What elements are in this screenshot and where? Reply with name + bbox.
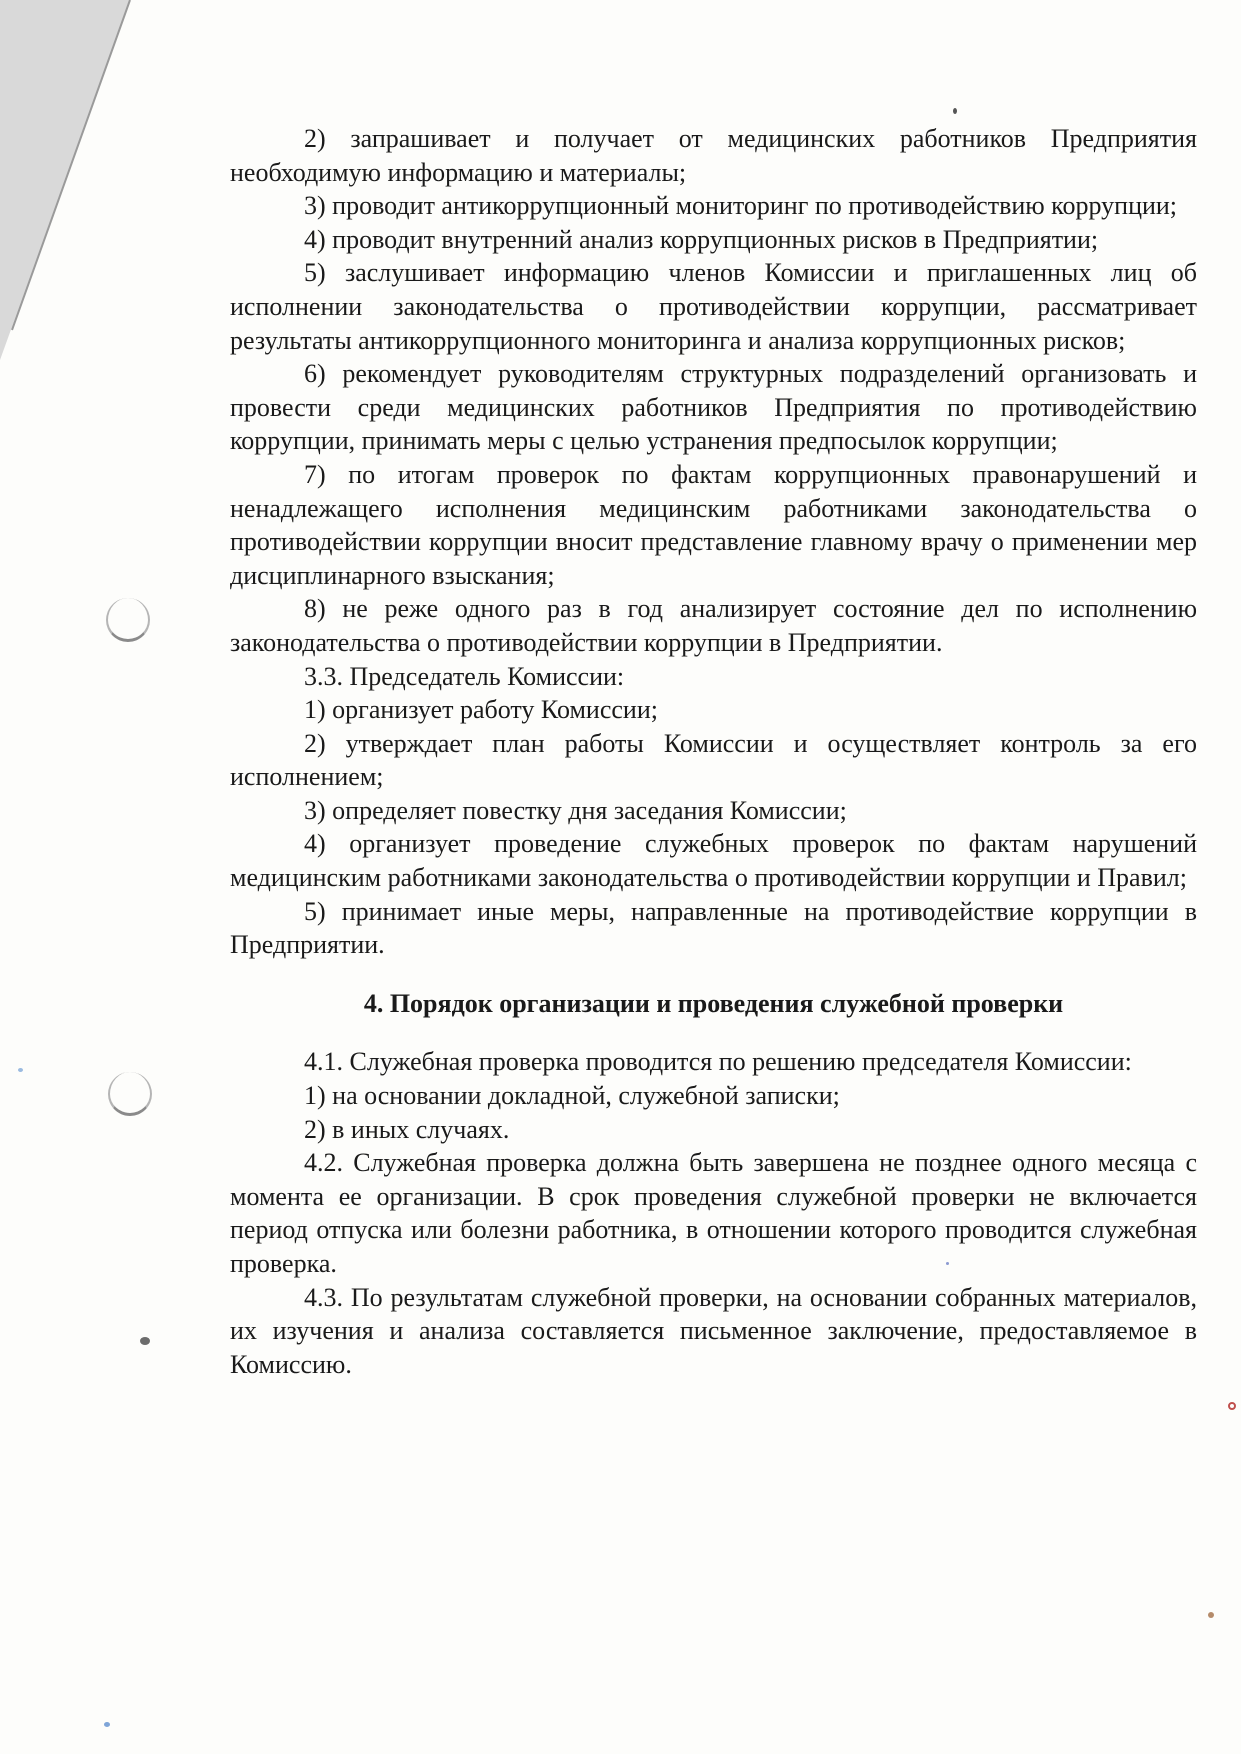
paragraph-4-1-item-2: 2) в иных случаях.	[304, 1114, 510, 1144]
scan-speck	[104, 1722, 110, 1727]
paragraph-3-3-item-5: 5) принимает иные меры, направленные на противодействие коррупции в Предприятии.	[230, 896, 1197, 960]
paragraph-4-1-item-1: 1) на основании докладной, служебной записки;	[304, 1081, 840, 1111]
paragraph-4-3: 4.3. По результатам служебной проверки, на основании собранных материалов, их изучения и анализа составляется письменное заключение, предоставляемое в Комиссию.	[230, 1282, 1197, 1379]
paragraph-3-2-item-2: 2) запрашивает и получает от медицинских работников Предприятия необходимую информацию и материалы;	[230, 124, 1197, 187]
paragraph-4-2: 4.2. Служебная проверка должна быть завершена не позднее одного месяца с момента ее организации. В срок проведения служебной проверки не включается период отпуска или болезни работника, в отношении которого проводится служебная проверка.	[230, 1148, 1197, 1278]
scan-speck	[18, 1068, 23, 1072]
scan-speck	[1208, 1612, 1214, 1618]
paragraph-3-3-item-3: 3) определяет повестку дня заседания Комиссии;	[304, 795, 847, 825]
paragraph-3-2-item-6: 6) рекомендует руководителям структурных подразделений организовать и провести среди медицинских работников Предприятия по противодействию коррупции, принимать меры с целью устранения предпосылок коррупции;	[230, 359, 1197, 456]
paragraph-3-2-item-5: 5) заслушивает информацию членов Комиссии и приглашенных лиц об исполнении законодательства о противодействии коррупции, рассматривает результаты антикоррупционного мониторинга и анализа коррупционных рисков;	[230, 258, 1197, 355]
paragraph-3-3-item-1: 1) организует работу Комиссии;	[304, 695, 658, 725]
paragraph-3-3-heading: 3.3. Председатель Комиссии:	[304, 661, 625, 691]
document-body	[230, 122, 1197, 1381]
paragraph-3-2-item-3: 3) проводит антикоррупционный мониторинг по противодействию коррупции;	[304, 191, 1178, 221]
scan-speck	[953, 108, 957, 114]
section-4-heading: 4. Порядок организации и проведения служебной проверки	[363, 988, 1064, 1018]
paragraph-3-2-item-7: 7) по итогам проверок по фактам коррупционных правонарушений и ненадлежащего исполнения медицинским работниками законодательства о противодействии коррупции вносит представление главному врачу о применении мер дисциплинарного взыскания;	[230, 459, 1197, 590]
paragraph-3-2-item-8: 8) не реже одного раз в год анализирует состояние дел по исполнению законодательства о противодействии коррупции в Предприятии.	[230, 594, 1197, 657]
paragraph-3-3-item-4: 4) организует проведение служебных проверок по фактам нарушений медицинским работниками законодательства о противодействии коррупции и Правил;	[230, 829, 1197, 893]
punch-hole	[108, 1072, 152, 1116]
paragraph-4-1: 4.1. Служебная проверка проводится по решению председателя Комиссии:	[304, 1047, 1132, 1077]
paragraph-3-2-item-4: 4) проводит внутренний анализ коррупционных рисков в Предприятии;	[304, 224, 1099, 254]
paragraph-3-3-item-2: 2) утверждает план работы Комиссии и осуществляет контроль за его исполнением;	[230, 728, 1197, 792]
scan-speck	[140, 1337, 150, 1345]
punch-hole	[106, 598, 150, 642]
scan-speck	[1228, 1402, 1236, 1410]
